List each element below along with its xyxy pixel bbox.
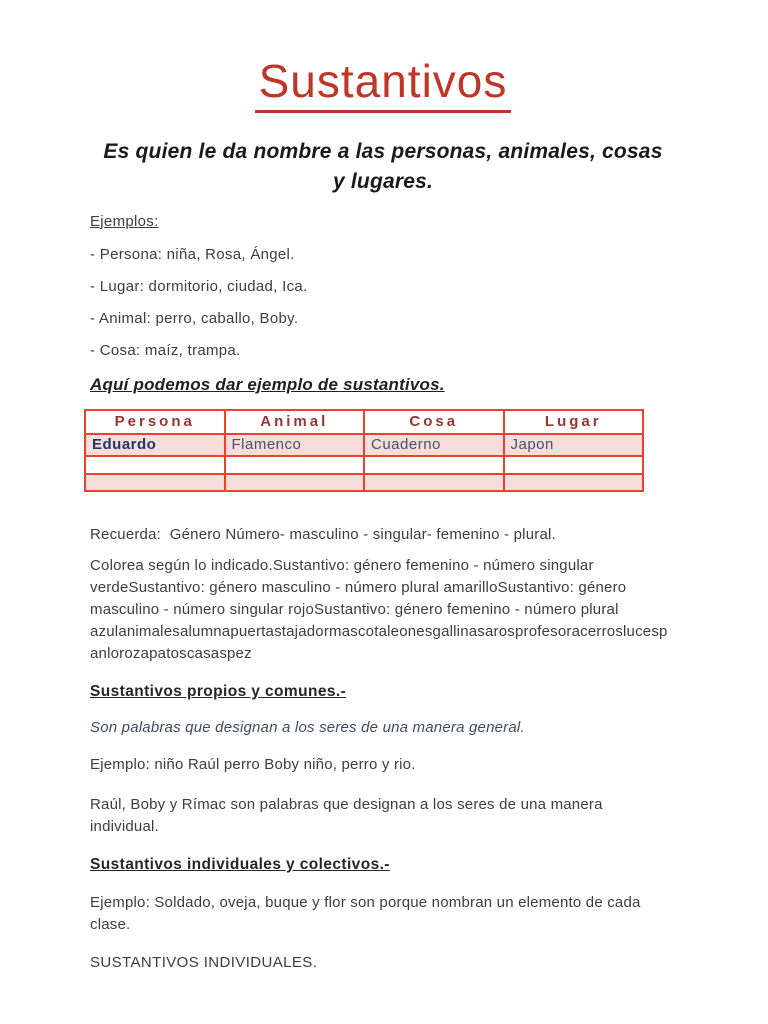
- example-item-lugar: - Lugar: dormitorio, ciudad, Ica.: [90, 277, 308, 295]
- table-row: [85, 456, 643, 474]
- table-header-animal: Animal: [225, 410, 365, 434]
- table-cell: [225, 474, 365, 491]
- table-cell: [504, 474, 644, 491]
- individuales-caps-line: SUSTANTIVOS INDIVIDUALES.: [90, 953, 318, 971]
- table-section-heading: Aquí podemos dar ejemplo de sustantivos.: [90, 374, 445, 394]
- example-item-animal: - Animal: perro, caballo, Boby.: [90, 309, 299, 327]
- table-header-cosa: Cosa: [364, 410, 504, 434]
- subtitle: Es quien le da nombre a las personas, animales, cosas y lugares.: [103, 139, 663, 193]
- table-cell: [364, 474, 504, 491]
- table-cell: Cuaderno: [364, 434, 504, 456]
- sustantivos-table: [84, 409, 644, 492]
- table-header-row: [85, 410, 643, 434]
- table-cell: [225, 456, 365, 474]
- table-header-lugar: Lugar: [504, 410, 644, 434]
- propios-general-note: Son palabras que designan a los seres de una manera general.: [90, 718, 525, 736]
- propios-heading: Sustantivos propios y comunes.-: [90, 682, 347, 700]
- table-cell: Japon: [504, 434, 644, 456]
- table-cell: [364, 456, 504, 474]
- table-cell: Eduardo: [85, 434, 225, 456]
- example-item-persona: - Persona: niña, Rosa, Ángel.: [90, 245, 295, 263]
- table-cell: [85, 456, 225, 474]
- propios-example: Ejemplo: niño Raúl perro Boby niño, perro y rio.: [90, 755, 416, 773]
- individuales-example: Ejemplo: Soldado, oveja, buque y flor son porque nombran un elemento de cada clase.: [90, 893, 641, 933]
- individuales-heading: Sustantivos individuales y colectivos.-: [90, 855, 390, 873]
- table-cell: [504, 456, 644, 474]
- table-row: [85, 474, 643, 491]
- table-cell: Flamenco: [225, 434, 365, 456]
- title-container: [90, 56, 676, 113]
- page-title: Sustantivos: [255, 56, 512, 113]
- colorea-text: Colorea según lo indicado.Sustantivo: género femenino - número singular verdeSustantivo: género masculino - número plural amarilloSustantivo: género masculino - número singular rojoSustantivo: género femenino - número plural azulanimalesalumnapuertastajadormascotaleonesgallinasarosprofesoracerroslucespanlorozapatoscasaspez: [90, 556, 668, 662]
- example-item-cosa: - Cosa: maíz, trampa.: [90, 341, 241, 359]
- table-row: [85, 434, 643, 456]
- propios-individual-note: Raúl, Boby y Rímac son palabras que designan a los seres de una manera individual.: [90, 795, 603, 835]
- table-cell: [85, 474, 225, 491]
- ejemplos-heading: Ejemplos:: [90, 212, 159, 230]
- table-header-persona: Persona: [85, 410, 225, 434]
- recuerda-text: Recuerda: Género Número- masculino - singular- femenino - plural.: [90, 525, 556, 543]
